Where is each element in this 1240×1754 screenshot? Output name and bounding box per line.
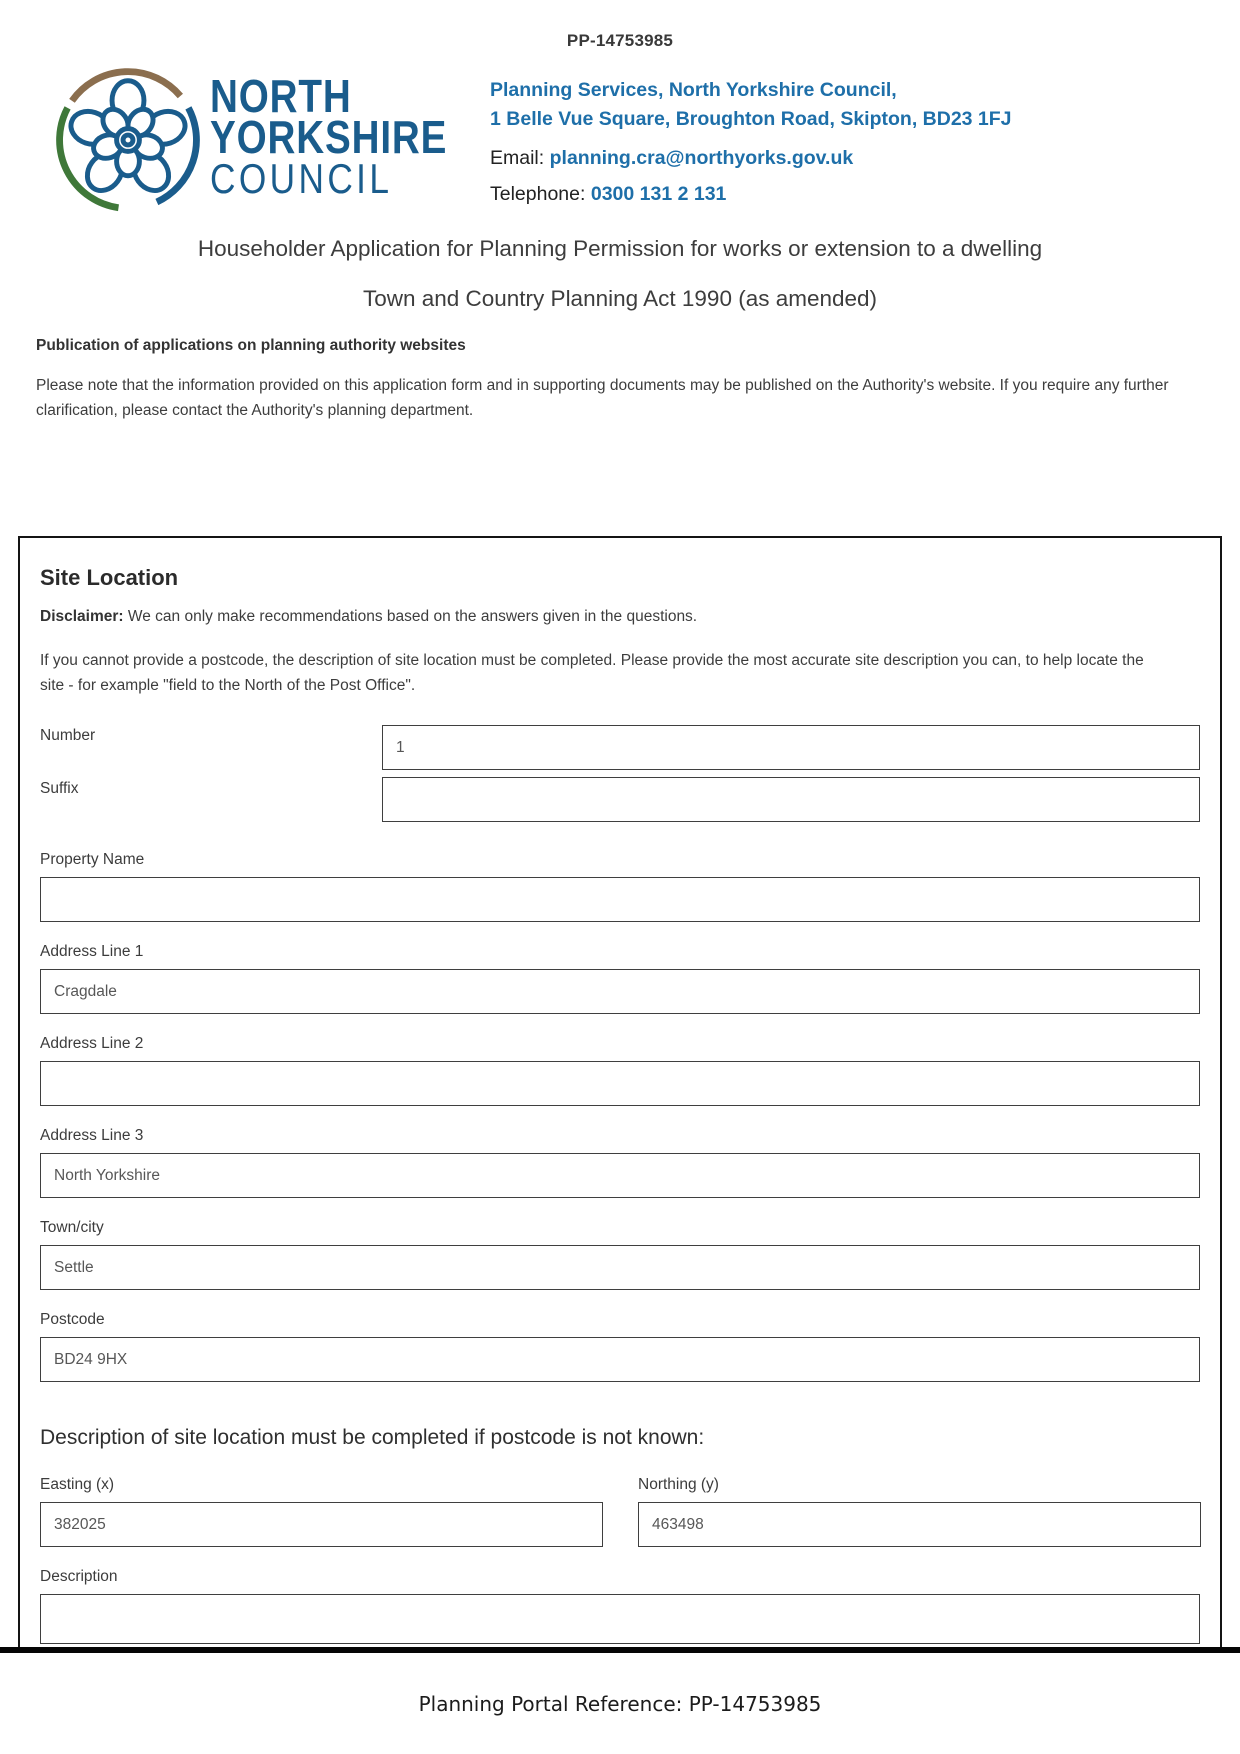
telephone-line (490, 180, 1150, 208)
logo-word-council: COUNCIL (210, 155, 393, 202)
address-line-3-input[interactable] (40, 1153, 1200, 1198)
northing-label: Northing (y) (638, 1476, 719, 1493)
logo-word-north: NORTH (210, 70, 352, 122)
telephone-link[interactable]: 0300 131 2 131 (590, 183, 727, 205)
description-label: Description (40, 1568, 118, 1585)
footer-portal-reference: Planning Portal Reference: PP-14753985 (418, 1692, 822, 1716)
postcode-input[interactable] (40, 1337, 1200, 1382)
description-input[interactable] (40, 1594, 1200, 1644)
site-location-section (18, 536, 1222, 1647)
email-link[interactable]: planning.cra@northyorks.gov.uk (549, 147, 854, 169)
authority-name-line: Planning Services, North Yorkshire Council, (490, 79, 897, 101)
address-line-2-input[interactable] (40, 1061, 1200, 1106)
number-input[interactable] (382, 725, 1200, 770)
page-break-divider (0, 1647, 1240, 1653)
suffix-input[interactable] (382, 777, 1200, 822)
planning-authority-contact-block (490, 76, 1150, 208)
telephone-label: Telephone: (490, 183, 591, 205)
publication-body: Please note that the information provided on this application form and in supporting documents may be published on the Authority's website. If you require any further clarification, please contact the Authority's planning department. (36, 377, 1169, 419)
property-name-input[interactable] (40, 877, 1200, 922)
postcode-label: Postcode (40, 1311, 105, 1328)
disclaimer-label: Disclaimer: (40, 608, 124, 625)
logo-word-yorkshire: YORKSHIRE (210, 111, 448, 163)
publication-heading: Publication of applications on planning authority websites (36, 337, 466, 354)
site-location-intro: If you cannot provide a postcode, the description of site location must be completed. Please provide the most accurate site description you can, to help locate the site - for example "field to the North of the Post Office". (40, 652, 1144, 694)
easting-label: Easting (x) (40, 1476, 115, 1493)
form-title: Householder Application for Planning Permission for works or extension to a dwelling (197, 236, 1043, 261)
description-required-heading: Description of site location must be completed if postcode is not known: (40, 1426, 705, 1449)
application-reference: PP-14753985 (566, 31, 674, 50)
town-city-input[interactable] (40, 1245, 1200, 1290)
address-line-1-label: Address Line 1 (40, 943, 144, 960)
northing-input[interactable] (638, 1502, 1201, 1547)
address-line-1-input[interactable] (40, 969, 1200, 1014)
address-line-3-label: Address Line 3 (40, 1127, 144, 1144)
suffix-label: Suffix (40, 780, 79, 797)
easting-input[interactable] (40, 1502, 603, 1547)
email-line (490, 144, 1150, 172)
section-heading-site-location: Site Location (40, 565, 179, 590)
address-line-2-label: Address Line 2 (40, 1035, 144, 1052)
form-subtitle: Town and Country Planning Act 1990 (as amended) (362, 286, 878, 311)
disclaimer-text: Disclaimer: We can only make recommendations based on the answers given in the questions. (40, 608, 698, 625)
logo-wordmark (210, 70, 448, 202)
authority-address-line: 1 Belle Vue Square, Broughton Road, Skipton, BD23 1FJ (490, 107, 1012, 130)
town-city-label: Town/city (40, 1219, 104, 1236)
email-label: Email: (490, 147, 550, 169)
number-label: Number (40, 727, 96, 744)
property-name-label: Property Name (40, 851, 145, 868)
yorkshire-rose-icon (67, 81, 190, 198)
north-yorkshire-council-logo-icon (52, 64, 204, 216)
